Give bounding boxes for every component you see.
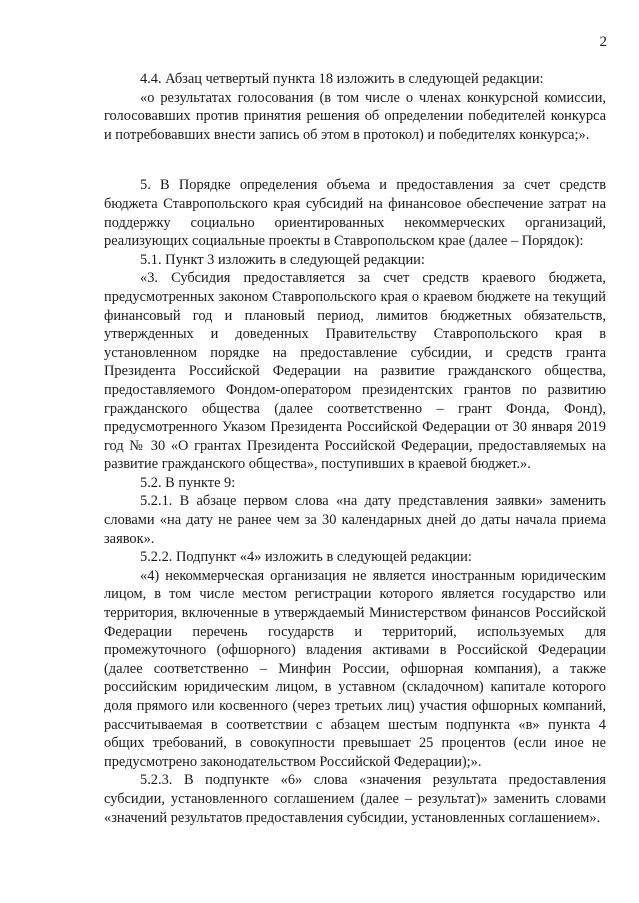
paragraph-5-2: 5.2. В пункте 9:: [140, 474, 236, 491]
page-number: 2: [599, 34, 607, 50]
paragraph-5-2-1: 5.2.1. В абзаце первом слова «на дату представления заявки» заменить словами «на дату не ранее чем за 30 календарных дней до даты начала приема заявок».: [104, 493, 606, 547]
paragraph-5-1-quote: «3. Субсидия предоставляется за счет средств краевого бюджета, предусмотренных законом Ставропольского края о краевом бюджете на текущий финансовый год и плановый период, лимитов бюджетных обязательств, утвержденных и доведенных Правительству Ставропольского края в установленном порядке на предоставление субсидии, и средств гранта Президента Российской Федерации на развитие гражданского общества, предоставляемого Фондом-оператором президентских грантов по развитию гражданского общества (далее соответственно – грант Фонда, Фонд), предусмотренного Указом Президента Российской Федерации от 30 января 2019 год № 30 «О грантах Президента Российской Федерации, предоставляемых на развитие гражданского общества», поступивших в краевой бюджет.».: [104, 270, 606, 473]
paragraph-4-4: 4.4. Абзац четвертый пункта 18 изложить в следующей редакции:: [140, 71, 544, 87]
paragraph-4-4-quote: «о результатах голосования (в том числе о членах конкурсной комиссии, голосовавших против принятия решения об определении победителей конкурса и потребовавших внести запись об этом в протокол) и победителях конкурса;».: [104, 89, 606, 143]
section-gap: [104, 144, 606, 176]
paragraph-5-1: 5.1. Пункт 3 изложить в следующей редакции:: [140, 251, 425, 268]
paragraph-5-2-2: 5.2.2. Подпункт «4» изложить в следующей редакции:: [140, 549, 472, 566]
paragraph-5-2-3: 5.2.3. В подпункте «6» слова «значения результата предоставления субсидии, установленного соглашением (далее – результат)» заменить словами «значений результатов предоставления субсидии, установленных соглашением».: [104, 772, 606, 826]
paragraph-5-2-2-quote: «4) некоммерческая организация не является иностранным юридическим лицом, в том числе местом регистрации которого является государство или территория, включенные в утверждаемый Министерством финансов Российской Федерации перечень государств и территорий, используемых для промежуточного (офшорного) владения активами в Российской Федерации (далее соответственно – Минфин России, офшорная компания), а также российским юридическим лицом, в уставном (складочном) капитале которого доля прямого или косвенного (через третьих лиц) участия офшорных компаний, рассчитываемая в соответствии с абзацем шестым подпункта «в» пункта 4 общих требований, в совокупности превышает 25 процентов (если иное не предусмотрено законодательством Российской Федерации);».: [104, 567, 606, 770]
paragraph-5: 5. В Порядке определения объема и предоставления за счет средств бюджета Ставропольского края субсидий на финансовое обеспечение затрат на поддержку социально ориентированных некоммерческих организаций, реализующих социальные проекты в Ставропольском крае (далее – Порядок):: [104, 177, 606, 250]
document-body: [104, 70, 606, 827]
